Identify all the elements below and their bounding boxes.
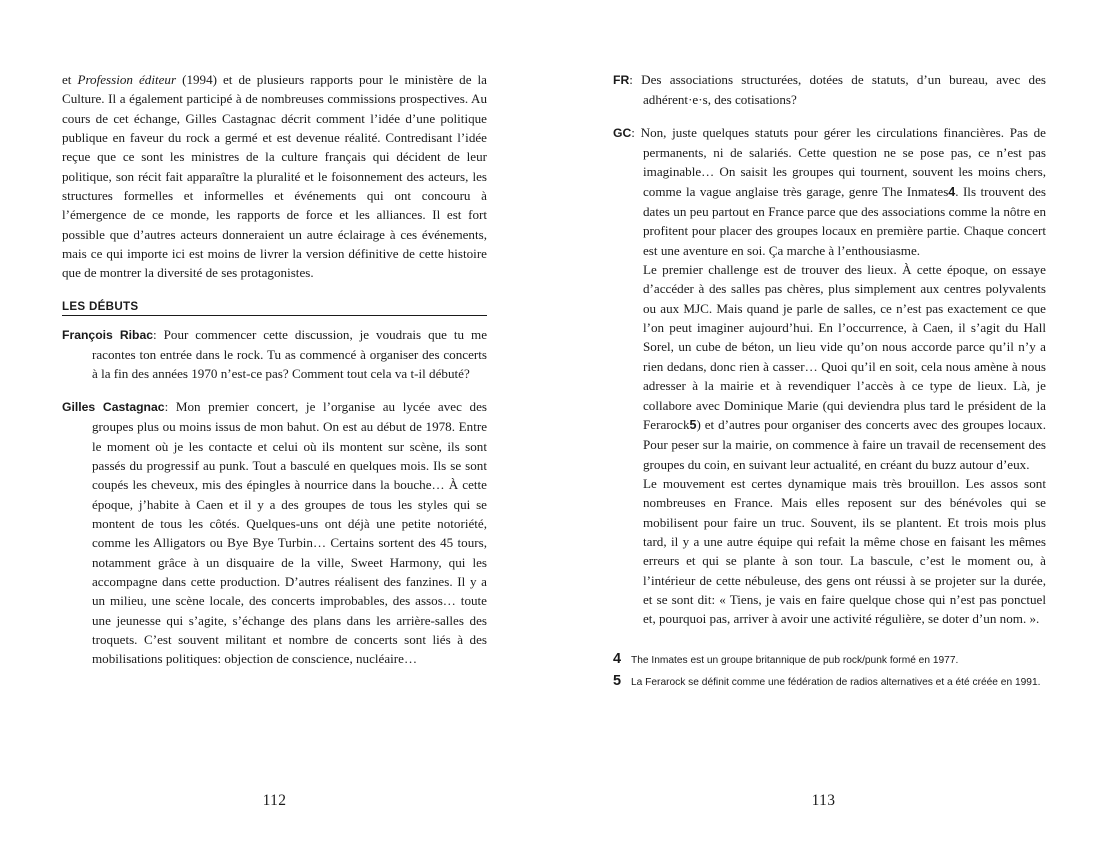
speaker-sep-2: :: [164, 398, 176, 414]
paragraph-gap-right: [613, 110, 1046, 123]
qa-paragraph-gc-3: Le mouvement est certes dynamique mais très brouillon. Les assos sont nombreuses en France. Mais elles reposent sur des bénévoles qui se mobilisent pour faire un truc. Souvent, ils se plantent. Et trois mois plus tard, il y a une autre équipe qui refait la même chose en faisant les mêmes erreurs et qui se plante à son tour. La bascule, c’est le moment ou, à l’intérieur de cette nébuleuse, des gens ont réussi à se projeter sur la durée, et se sont dit: « Tiens, je vais en faire quelque chose qui n’est pas ponctuel et, pourquoi pas, arriver à avoir une activité régulière, se doter d’un nom. ».: [643, 475, 1046, 627]
page-number-left: 112: [262, 792, 287, 809]
speaker-sep-gc: :: [631, 124, 641, 140]
footnote-number-5: 5: [613, 672, 622, 689]
speaker-name-castagnac: Gilles Castagnac: [62, 399, 165, 414]
footnote-item: [613, 651, 1046, 668]
qa-paragraph-gc-2: [613, 260, 1046, 474]
speaker-abbrev-fr: FR: [613, 73, 630, 87]
qa-text-ribac: Pour commencer cette discussion, je voudrais que tu me racontes ton entrée dans le rock. Tu as commencé à organiser des concerts à la fin des années 1970 n’est-ce pas? Comment tout cela va t-il débuté?: [92, 326, 488, 382]
qa-text-gc-part1b: . Ils trouvent des dates un peu partout en France parce que des associations comme la nôtre en profitent pour placer des groupes locaux en première partie. Chaque concert est une aventure en soi. Ça marche à l’enthousiasme.: [643, 183, 1046, 258]
qa-block-fr: [613, 70, 1046, 110]
qa-block-ribac: [62, 325, 487, 384]
footnote-text-5: La Ferarock se définit comme une fédération de radios alternatives et a été créée en 1991.: [631, 676, 1041, 688]
footnotes-section: [613, 651, 1046, 690]
speaker-sep-fr: :: [629, 72, 642, 87]
footnote-ref-5[interactable]: 5: [689, 417, 697, 432]
qa-text-gc-part2a: Le premier challenge est de trouver des lieux. À cette époque, on essaye d’accéder à des salles pas chères, plus simplement aux centres polyvalents ou aux MJC. Mais quand je parle de salles, ce n’est pas exactement ce que l’on peut imaginer aujourd’hui. En l’occurrence, à Caen, il s’agit du Hall Sorel, un cube de béton, un lieu vide qu’on nous accorde parce qu’il n’y a rien dedans, donc rien à casser… Quoi qu’il en soit, cela nous amène à nous adresser à la mairie et à revendiquer l’accès à ce type de lieux. Là, je collabore avec Dominique Marie (qui deviendra plus tard le président de la Ferarock: [643, 262, 1046, 432]
qa-block-castagnac: [62, 397, 487, 669]
page-number-right: 113: [811, 792, 836, 809]
speaker-name-ribac: François Ribac: [62, 327, 154, 342]
qa-text-gc-part1a: Non, juste quelques statuts pour gérer les circulations financières. Pas de permanents, ni de salariés. Cette question ne se pose pas, ce n’est pas imaginable… On saisit les groupes qui tournent, souvent les moins chers, comme la vague anglaise très garage, genre The Inmates: [640, 124, 1046, 199]
left-text-column: [62, 70, 487, 669]
paragraph-intro: et Profession éditeur (1994) et de plusieurs rapports pour le ministère de la Culture. Il a également participé à de nombreuses commissions prospectives. Au cours de cet échange, Gilles Castagnac décrit comment l’idée d’une politique publique en faveur du rock a germé et est devenue réalité. Contredisant l’idée reçue que ce sont les ministres de la culture français qui décident de leur politique, son récit fait apparaître la pluralité et le foisonnement des acteurs, les structures formelles et informelles et événements qui ont concouru à l’émergence de ce monde, les rapports de force et les alliances. Il est fort possible que d’autres acteurs donneraient un autre éclairage à ces événements, mais ce qui importe ici est moins de livrer la version définitive de cette histoire que de montrer la diversité de ses protagonistes.: [62, 72, 487, 281]
right-text-column: [613, 70, 1046, 695]
speaker-abbrev-gc: GC: [613, 125, 632, 140]
section-heading: LES DÉBUTS: [62, 300, 487, 316]
footnote-item: [613, 673, 1046, 690]
book-title-italic: Profession éditeur: [77, 72, 177, 87]
footnote-ref-4[interactable]: 4: [948, 184, 956, 199]
page-right: [549, 0, 1098, 858]
paragraph-gap: [62, 384, 487, 397]
qa-text-fr: Des associations structurées, dotées de statuts, d’un bureau, avec des adhérent·e·s, des cotisations?: [641, 72, 1046, 108]
speaker-sep: :: [153, 326, 164, 342]
footnote-text-4: The Inmates est un groupe britannique de pub rock/punk formé en 1977.: [631, 654, 959, 666]
qa-text-castagnac: Mon premier concert, je l’organise au lycée avec des groupes plus ou moins issus de mon bahut. On est au début de 1978. Entre le moment où je les contacte et celui où ils montent sur scène, ils sont passés du progressif au punk. Tout a basculé en quelques mois. Ils se sont coupés les cheveux, mis des épingles à nourrice dans la bouche… À cette époque, j’habite à Caen et il y a des groupes de tous les styles qui se montent de tous les côtés. Quelques-uns ont déjà une petite notoriété, comme les Alligators ou Bye Bye Turbin… Certains sortent des 45 tours, notamment grâce à un disquaire de la ville, Sweet Harmony, qui les accompagne dans cette production. D’autres réalisent des fanzines. Il y a un milieu, une scène locale, des concerts improbables, des assos… toute une jeunesse qui s’agite, s’échange des plans dans les arrière-salles des troquets. C’est souvent militant et nombre de concerts sont liés à des mobilisations politiques: objection de conscience, nucléaire…: [92, 398, 487, 667]
qa-block-gc: [613, 123, 1046, 260]
footnote-number-4: 4: [613, 650, 622, 667]
qa-text-gc-part2b: ) et d’autres pour organiser des concerts avec des groupes locaux. Pour peser sur la mairie, on commence à faire un travail de recensement des groupes du coin, en suivant leur actualité, en créant du buzz autour d’eux.: [643, 416, 1046, 472]
paragraph-intro-rest: (1994) et de plusieurs rapports pour le ministère de la Culture. Il a également participé à de nombreuses commissions prospectives. Au cours de cet échange, Gilles Castagnac décrit comment l’idée d’une politique publique en faveur du rock a germé et est devenue réalité. Contredisant l’idée reçue que ce sont les ministres de la culture français qui décident de leur politique, son récit fait apparaître la pluralité et le foisonnement des acteurs, les structures formelles et informelles et événements qui ont concouru à l’émergence de ce monde, les rapports de force et les alliances. Il est fort possible que d’autres acteurs donneraient un autre éclairage à ces événements, mais ce qui importe ici est moins de livrer la version définitive de cette histoire que de montrer la diversité de ses protagonistes.: [62, 72, 487, 281]
